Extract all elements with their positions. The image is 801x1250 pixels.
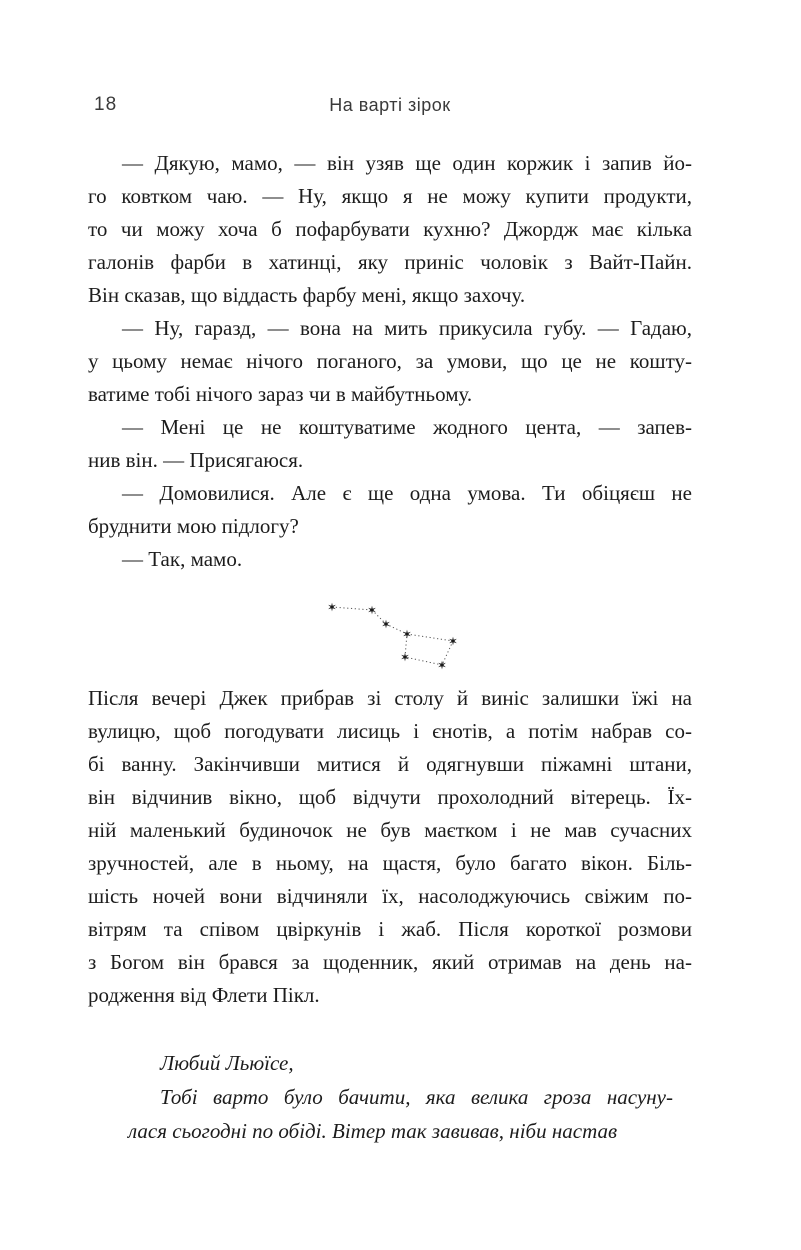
star-icon [403, 630, 411, 639]
body-line: з Богом він брався за щоденник, який отримав на день на- [88, 950, 692, 974]
paragraph [88, 477, 692, 543]
body-line: ній маленький будиночок не був маєтком і не мав сучасних [88, 818, 692, 842]
body-line: — Домовилися. Але є ще одна умова. Ти обіцяєш не [122, 481, 692, 505]
constellation-line [407, 634, 453, 641]
star-icon [449, 637, 457, 646]
running-head [88, 94, 692, 120]
body-line: зручностей, але в ньому, на щастя, було багато вікон. Біль- [88, 851, 692, 875]
body-line: у цьому немає нічого поганого, за умови, що це не кошту- [88, 349, 692, 373]
paragraph [88, 147, 692, 312]
body-line: вітрям та співом цвіркунів і жаб. Після короткої розмови [88, 917, 692, 941]
constellation-line [386, 624, 407, 634]
body-line: родження від Флети Пікл. [88, 983, 320, 1007]
body-line: нив він. — Присягаюся. [88, 448, 304, 472]
prose-section [88, 682, 692, 1012]
constellation-line [405, 657, 442, 665]
star-icon [401, 653, 409, 662]
constellation-line [442, 641, 453, 665]
letter-line: Любий Льюїсе, [160, 1051, 294, 1075]
body-line: бруднити мою підлогу? [88, 514, 299, 538]
big-dipper-constellation-icon [324, 600, 464, 672]
paragraph [88, 312, 692, 411]
body-line: — Так, мамо. [122, 547, 243, 571]
body-line: Він сказав, що віддасть фарбу мені, якщо захочу. [88, 283, 526, 307]
body-line: ватиме тобі нічого зараз чи в майбутньому. [88, 382, 473, 406]
page-number: 18 [94, 94, 118, 115]
paragraph [88, 411, 692, 477]
paragraph [88, 682, 692, 1012]
constellation-line [372, 610, 386, 624]
scene-break-ornament [96, 600, 692, 672]
star-icon [438, 661, 446, 670]
constellation-line [332, 607, 372, 610]
body-line: шість ночей вони відчиняли їх, насолоджуючись свіжим по- [88, 884, 692, 908]
dialogue-section [88, 147, 692, 576]
body-line: галонів фарби в хатинці, яку приніс чоловік з Вайт-Пайн. [88, 250, 692, 274]
letter-line: Тобі варто було бачити, яка велика гроза насуну- [160, 1085, 673, 1109]
running-title: На варті зірок [329, 95, 451, 115]
constellation-line [405, 634, 407, 657]
letter-line: лася сьогодні по обіді. Вітер так завивав, ніби настав [128, 1119, 618, 1143]
paragraph [128, 1046, 673, 1080]
body-line: бі ванну. Закінчивши митися й одягнувши піжамні штани, [88, 752, 692, 776]
body-line: — Дякую, мамо, — він узяв ще один коржик і запив йо- [122, 151, 692, 175]
body-line: го ковтком чаю. — Ну, якщо я не можу купити продукти, [88, 184, 692, 208]
body-line: Після вечері Джек прибрав зі столу й виніс залишки їжі на [88, 686, 692, 710]
body-line: він відчинив вікно, щоб відчути прохолодний вітерець. Їх- [88, 785, 692, 809]
body-line: то чи можу хоча б пофарбувати кухню? Джордж має кілька [88, 217, 692, 241]
paragraph [88, 543, 692, 576]
body-line: — Ну, гаразд, — вона на мить прикусила губу. — Гадаю, [122, 316, 692, 340]
body-line: вулицю, щоб погодувати лисиць і єнотів, а потім набрав со- [88, 719, 692, 743]
paragraph [128, 1080, 673, 1148]
body-line: — Мені це не коштуватиме жодного цента, — запев- [122, 415, 692, 439]
page-body [88, 147, 692, 1148]
letter-excerpt [128, 1046, 673, 1148]
star-icon [328, 603, 336, 612]
